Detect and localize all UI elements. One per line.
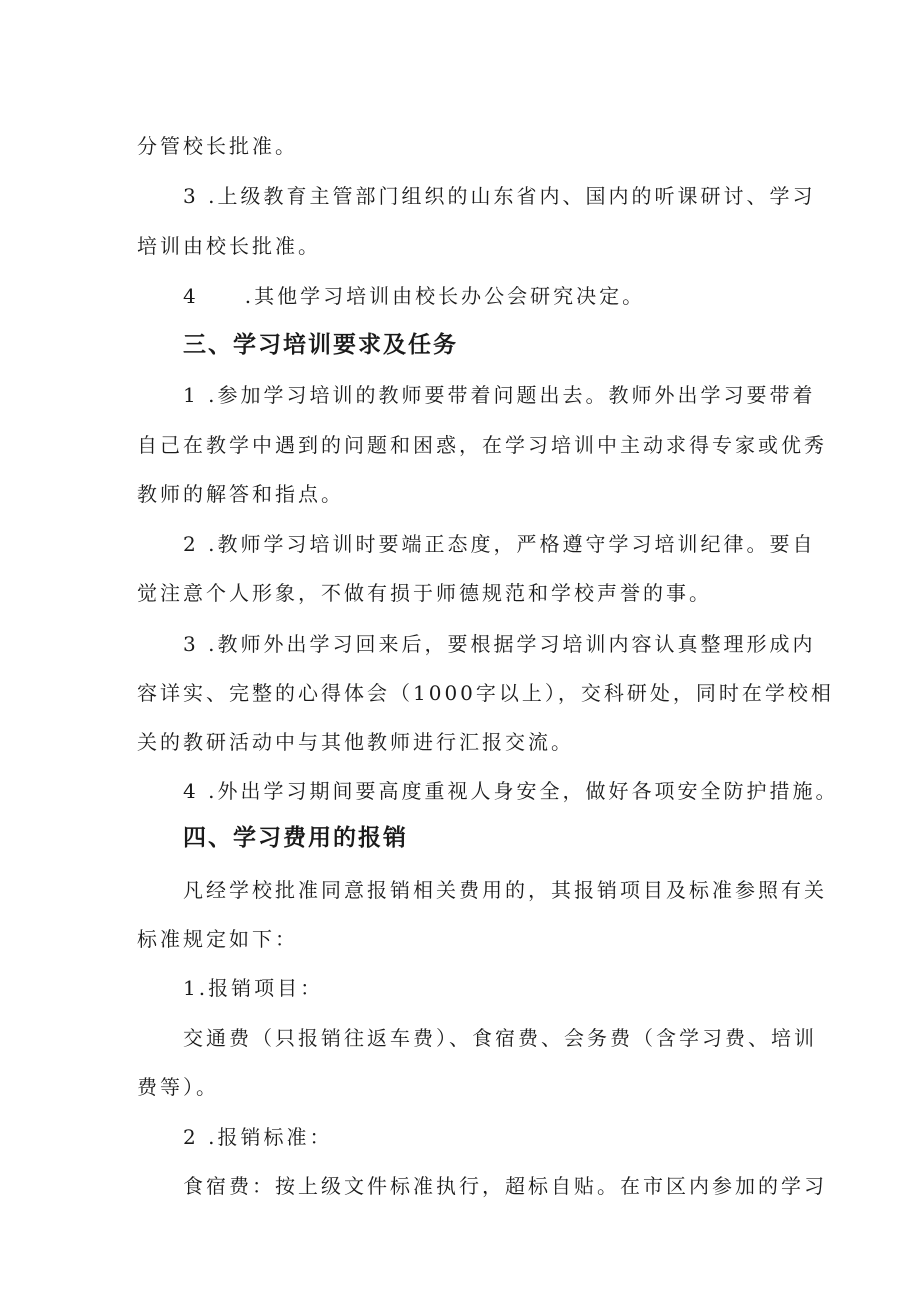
- text-line: 分管校长批准。: [137, 134, 298, 158]
- text-line: 3 .上级教育主管部门组织的山东省内、国内的听课研讨、学习: [183, 184, 816, 208]
- text-line: 3 .教师外出学习回来后，要根据学习培训内容认真整理形成内: [183, 632, 816, 656]
- text-line: 凡经学校批准同意报销相关费用的，其报销项目及标准参照有关: [183, 878, 827, 902]
- text-line: 自己在教学中遇到的问题和困惑，在学习培训中主动求得专家或优秀: [137, 433, 827, 457]
- text-line: 4 .其他学习培训由校长办公会研究决定。: [183, 284, 646, 308]
- text-line: 4 .外出学习期间要高度重视人身安全，做好各项安全防护措施。: [183, 779, 839, 803]
- section-heading: 四、学习费用的报销: [183, 825, 408, 851]
- text-line: 2 .报销标准：: [183, 1125, 333, 1149]
- text-line: 关的教研活动中与其他教师进行汇报交流。: [137, 730, 574, 754]
- text-line: 交通费（只报销往返车费）、食宿费、会务费（含学习费、培训: [183, 1026, 817, 1050]
- text-line: 2 .教师学习培训时要端正态度，严格遵守学习培训纪律。要自: [183, 532, 816, 556]
- text-line: 1 .参加学习培训的教师要带着问题出去。教师外出学习要带着: [183, 383, 816, 407]
- text-line: 容详实、完整的心得体会（1000字以上），交科研处，同时在学校相: [137, 681, 834, 705]
- text-line: 教师的解答和指点。: [137, 482, 344, 506]
- text-line: 觉注意个人形象，不做有损于师德规范和学校声誉的事。: [137, 581, 712, 605]
- text-line: 标准规定如下：: [137, 927, 298, 951]
- section-heading: 三、学习培训要求及任务: [183, 332, 458, 358]
- text-line: 食宿费：按上级文件标准执行，超标自贴。在市区内参加的学习: [183, 1174, 827, 1198]
- text-line: 1.报销项目：: [183, 976, 324, 1000]
- text-line: 培训由校长批准。: [137, 234, 321, 258]
- text-line: 费等）。: [137, 1075, 219, 1099]
